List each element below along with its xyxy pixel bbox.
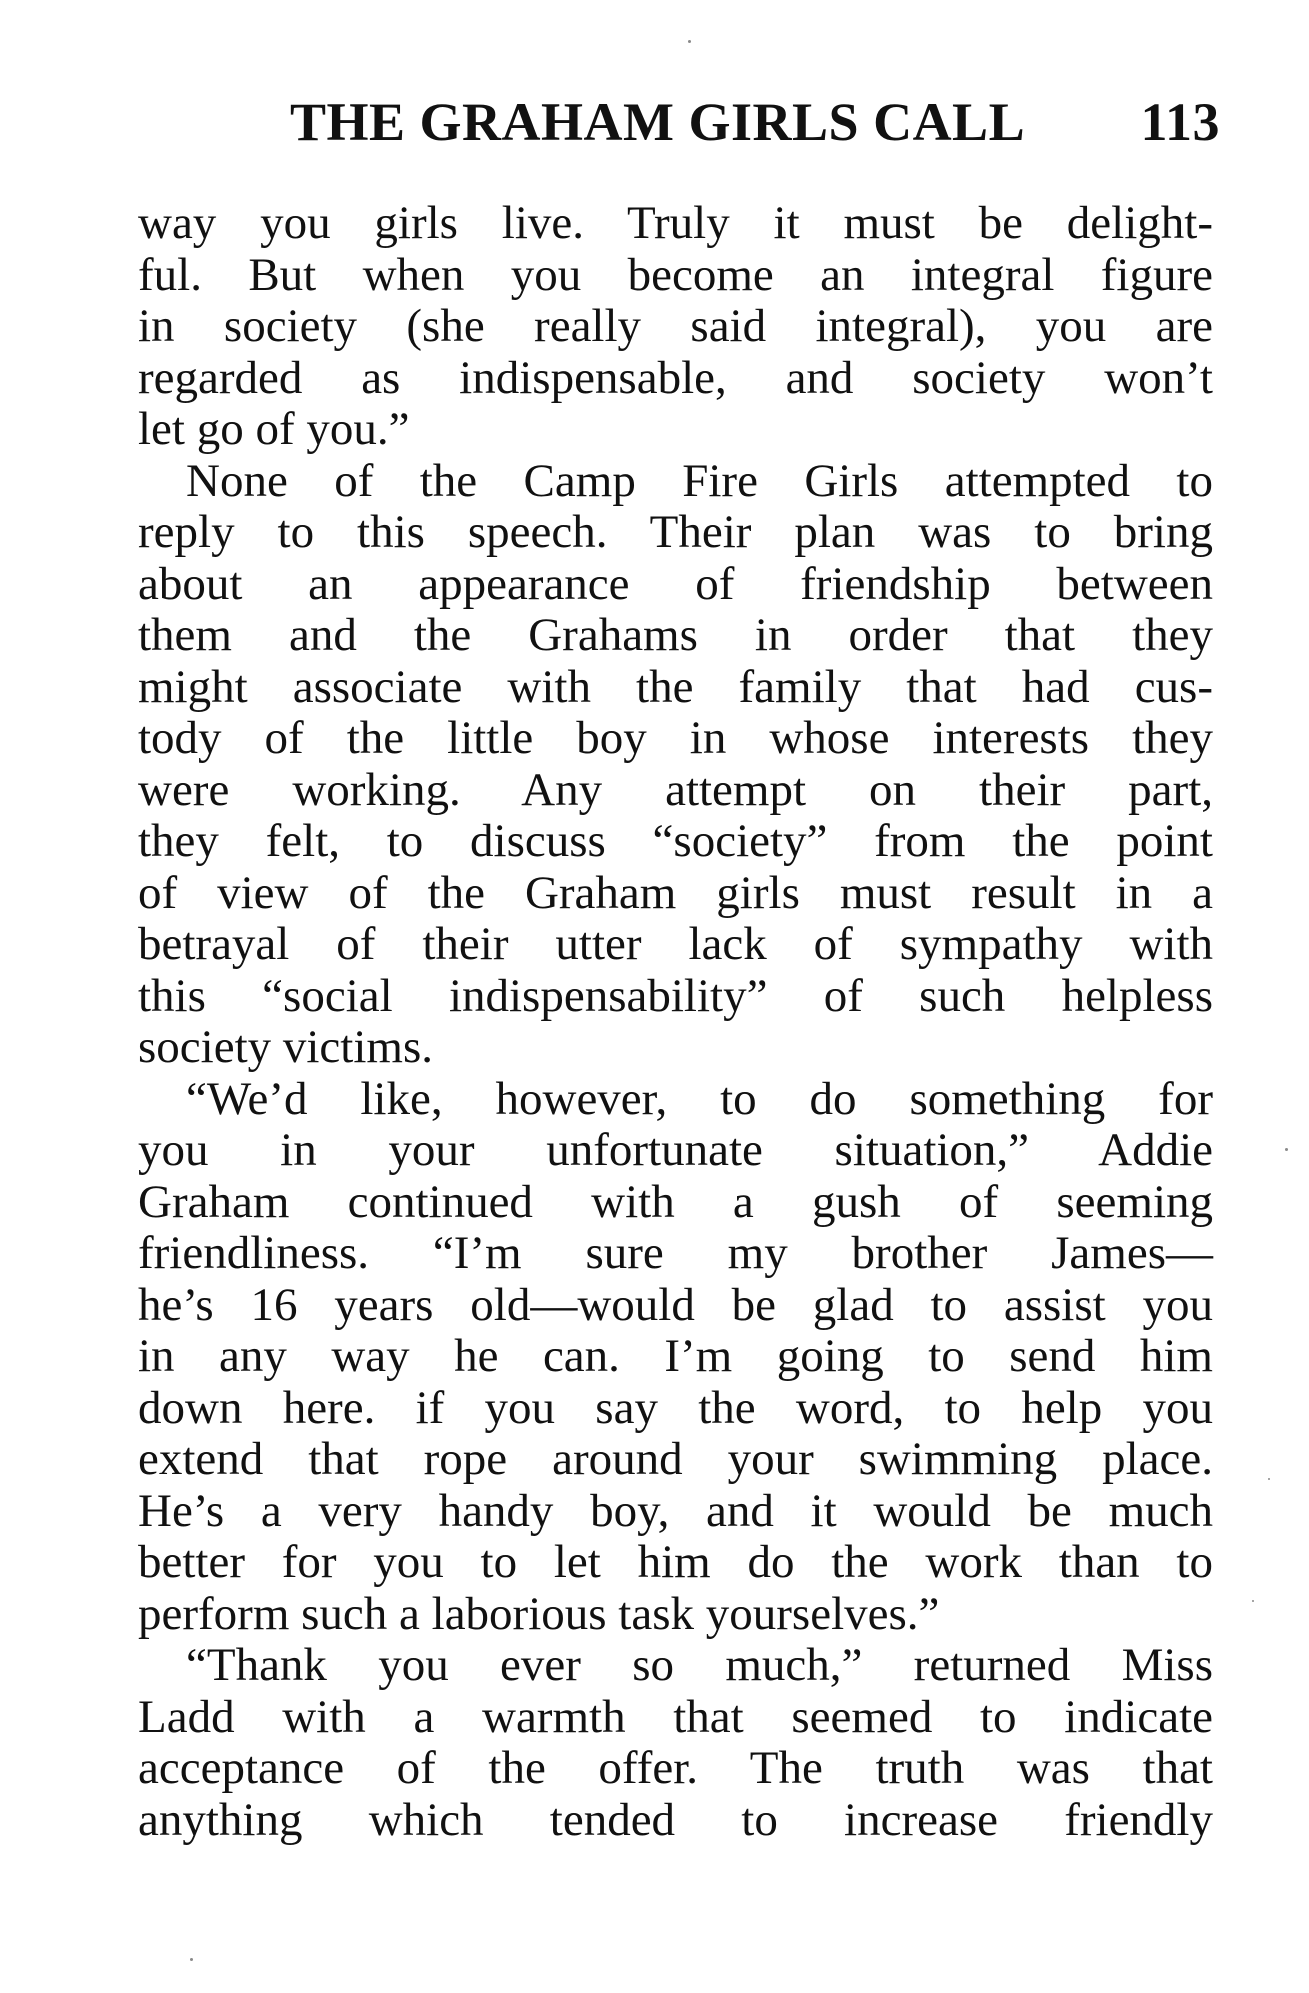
text-line: them and the Grahams in order that they [138, 609, 1213, 661]
text-line: Ladd with a warmth that seemed to indicate [138, 1690, 1213, 1743]
text-line: regarded as indispensable, and society won’t [138, 351, 1213, 404]
paper-speck [1285, 1148, 1288, 1151]
chapter-title: THE GRAHAM GIRLS CALL [290, 92, 1026, 152]
text-line: about an appearance of friendship between [138, 557, 1213, 610]
text-line: in any way he can. I’m going to send him [138, 1330, 1213, 1382]
text-line: reply to this speech. Their plan was to bring [138, 506, 1213, 558]
text-line: acceptance of the offer. The truth was that [138, 1742, 1213, 1794]
text-line: friendliness. “I’m sure my brother James— [138, 1227, 1213, 1279]
text-line: down here. if you say the word, to help you [138, 1381, 1213, 1434]
text-line: this “social indispensability” of such helpless [138, 969, 1213, 1022]
text-line: better for you to let him do the work than to [138, 1536, 1213, 1588]
paper-speck [190, 1958, 193, 1961]
text-line: were working. Any attempt on their part, [138, 763, 1213, 816]
paragraph-start-line: None of the Camp Fire Girls attempted to [186, 454, 1213, 507]
text-line: tody of the little boy in whose interests they [138, 712, 1213, 764]
text-line: you in your unfortunate situation,” Addie [138, 1124, 1213, 1176]
text-line: in society (she really said integral), you are [138, 300, 1213, 352]
text-line: betrayal of their utter lack of sympathy with [138, 918, 1213, 970]
text-line: perform such a laborious task yourselves.” [138, 1587, 940, 1640]
text-line: Graham continued with a gush of seeming [138, 1175, 1213, 1228]
text-line: society victims. [138, 1021, 434, 1073]
body-text [138, 198, 1213, 1846]
text-line: anything which tended to increase friendly [138, 1793, 1213, 1846]
text-line: of view of the Graham girls must result in a [138, 866, 1213, 919]
paragraph-start-line: “Thank you ever so much,” returned Miss [186, 1639, 1213, 1691]
text-line: might associate with the family that had cus- [138, 660, 1213, 713]
paper-speck [688, 40, 691, 43]
page-number: 113 [1140, 92, 1220, 152]
text-line: let go of you.” [138, 403, 410, 455]
text-line: he’s 16 years old—would be glad to assist you [138, 1278, 1213, 1331]
text-line: extend that rope around your swimming place. [138, 1433, 1213, 1485]
text-line: way you girls live. Truly it must be delight- [138, 197, 1213, 249]
paper-speck [1252, 1600, 1254, 1602]
paragraph-start-line: “We’d like, however, to do something for [186, 1072, 1213, 1125]
running-head [290, 92, 1220, 152]
text-line: ful. But when you become an integral figure [138, 248, 1213, 301]
paper-speck [1268, 1478, 1270, 1480]
text-line: He’s a very handy boy, and it would be much [138, 1484, 1213, 1537]
text-line: they felt, to discuss “society” from the point [138, 815, 1213, 867]
